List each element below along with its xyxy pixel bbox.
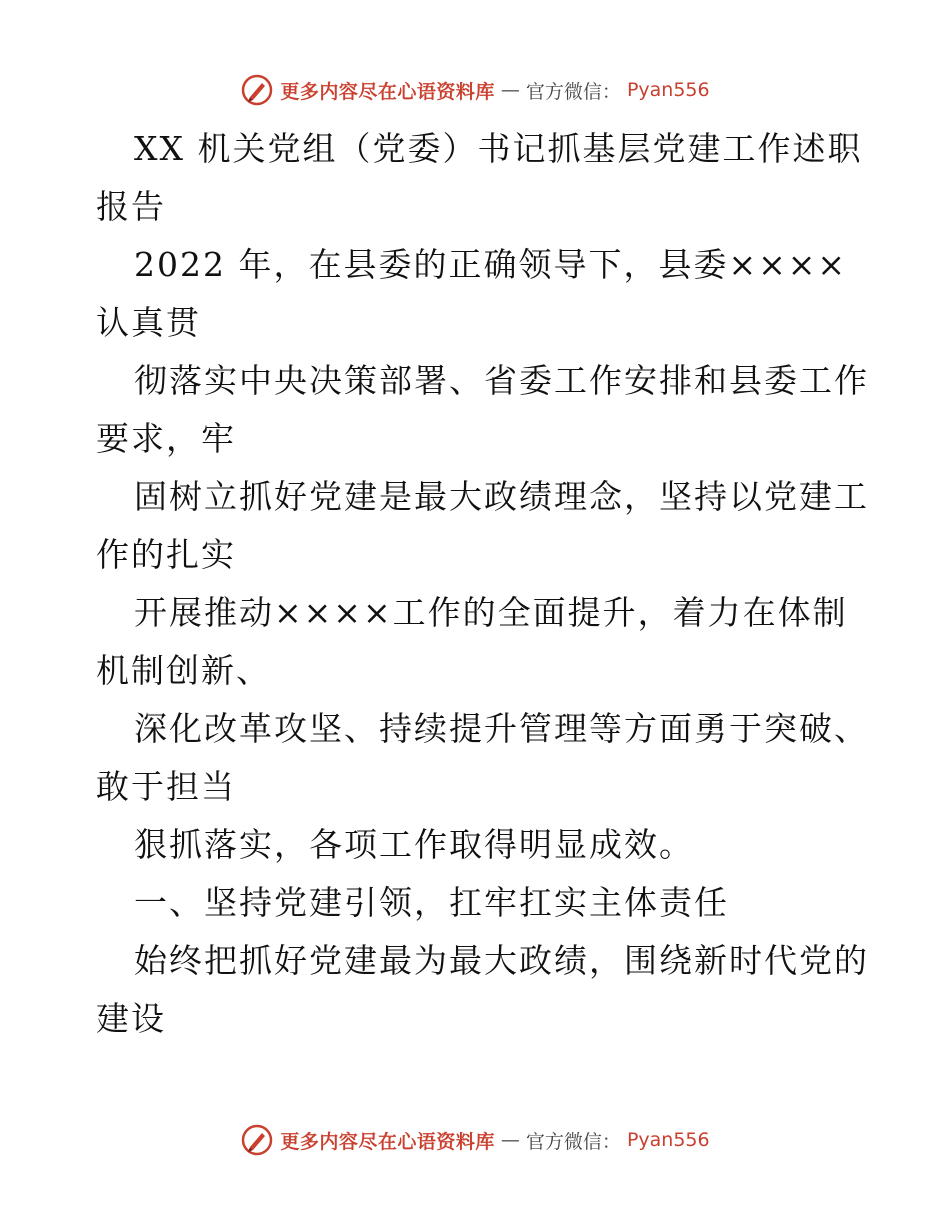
doc-line: 作的扎实 [96, 535, 236, 574]
watermark-wechat-label: 官方微信： [525, 80, 621, 103]
doc-line: 彻落实中央决策部署、省委工作安排和县委工作 [134, 361, 869, 400]
doc-line: 认真贯 [96, 303, 201, 342]
pen-logo-icon [240, 1123, 274, 1157]
doc-line: XX 机关党组（党委）书记抓基层党建工作述职 [134, 129, 863, 168]
doc-line: 建设 [96, 999, 166, 1038]
watermark-brand-text: 更多内容尽在心语资料库 [280, 1130, 495, 1153]
watermark-wechat-label: 官方微信： [525, 1130, 621, 1153]
doc-line: 开展推动××××工作的全面提升，着力在体制 [134, 593, 848, 632]
doc-line: 报告 [96, 187, 166, 226]
pen-logo-icon [240, 73, 274, 107]
section-heading: 一、坚持党建引领，扛牢扛实主体责任 [134, 883, 729, 922]
watermark-dash: — [500, 79, 520, 101]
doc-line: 狠抓落实，各项工作取得明显成效。 [134, 825, 694, 864]
doc-line: 2022 年，在县委的正确领导下，县委×××× [134, 245, 848, 284]
watermark-wechat-id: Pyan556 [626, 1129, 710, 1151]
watermark-dash: — [500, 1129, 520, 1151]
watermark-footer [0, 1120, 950, 1160]
doc-line: 固树立抓好党建是最大政绩理念，坚持以党建工 [134, 477, 869, 516]
doc-line: 要求，牢 [96, 419, 236, 458]
document-body [96, 120, 869, 1048]
watermark-brand-text: 更多内容尽在心语资料库 [280, 80, 495, 103]
doc-line: 始终把抓好党建最为最大政绩，围绕新时代党的 [134, 941, 869, 980]
watermark-wechat-id: Pyan556 [626, 79, 710, 101]
doc-line: 机制创新、 [96, 651, 271, 690]
doc-line: 深化改革攻坚、持续提升管理等方面勇于突破、 [134, 709, 869, 748]
doc-line: 敢于担当 [96, 767, 236, 806]
watermark-header [0, 70, 950, 110]
